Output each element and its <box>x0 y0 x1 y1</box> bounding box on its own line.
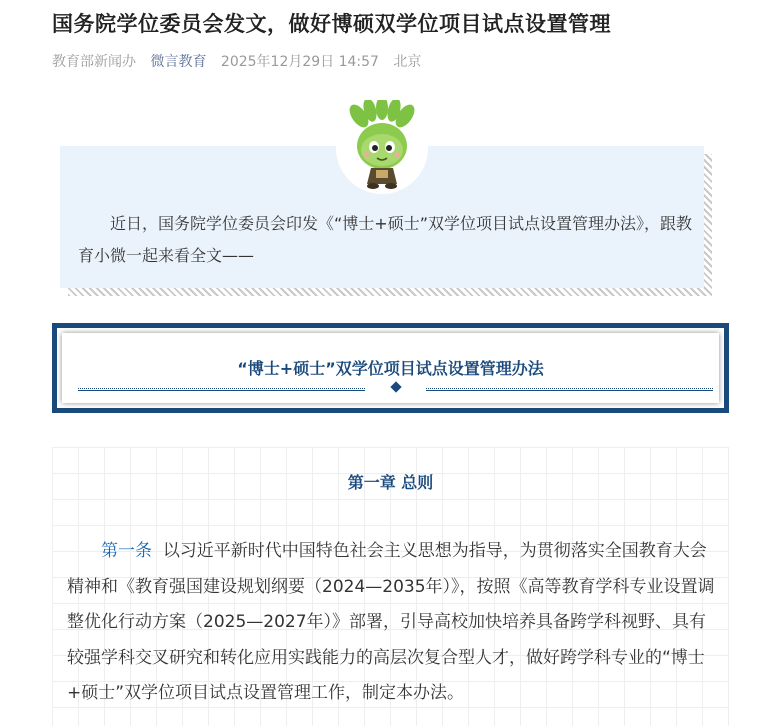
source-label: 教育部新闻办 <box>52 54 136 70</box>
document-title: “博士+硕士”双学位项目试点设置管理办法 <box>237 359 544 378</box>
publish-time: 2025年12月29日 14:57 <box>220 54 379 70</box>
divider-left <box>78 388 365 389</box>
article-paragraph <box>67 534 721 712</box>
article-label: 第一条 <box>101 541 152 561</box>
article-title: 国务院学位委员会发文，做好博硕双学位项目试点设置管理 <box>52 12 611 36</box>
document-title-frame <box>52 323 729 413</box>
article-text: 以习近平新时代中国特色社会主义思想为指导，为贯彻落实全国教育大会精神和《教育强国建设规划纲要（2024—2035年）》，按照《高等教育学科专业设置调整优化行动方案（2025—2027年）》部署，引导高校加快培养具备跨学科视野、具有较强学科交叉研究和转化应用实践能力的高层次复合型人才，做好跨学科专业的“博士+硕士”双学位项目试点设置管理工作，制定本办法。 <box>67 541 715 703</box>
divider-right <box>426 388 713 389</box>
mascot-icon <box>343 100 421 192</box>
account-link[interactable]: 微言教育 <box>150 54 207 70</box>
title-frame-inner <box>62 333 719 403</box>
article-meta <box>52 51 431 71</box>
diamond-icon <box>390 381 401 392</box>
chapter-title: 第一章 总则 <box>347 473 434 492</box>
intro-text: 近日，国务院学位委员会印发《“博士+硕士”双学位项目试点设置管理办法》，跟教育小微一起来看全文—— <box>78 214 692 265</box>
publish-location: 北京 <box>393 54 422 70</box>
